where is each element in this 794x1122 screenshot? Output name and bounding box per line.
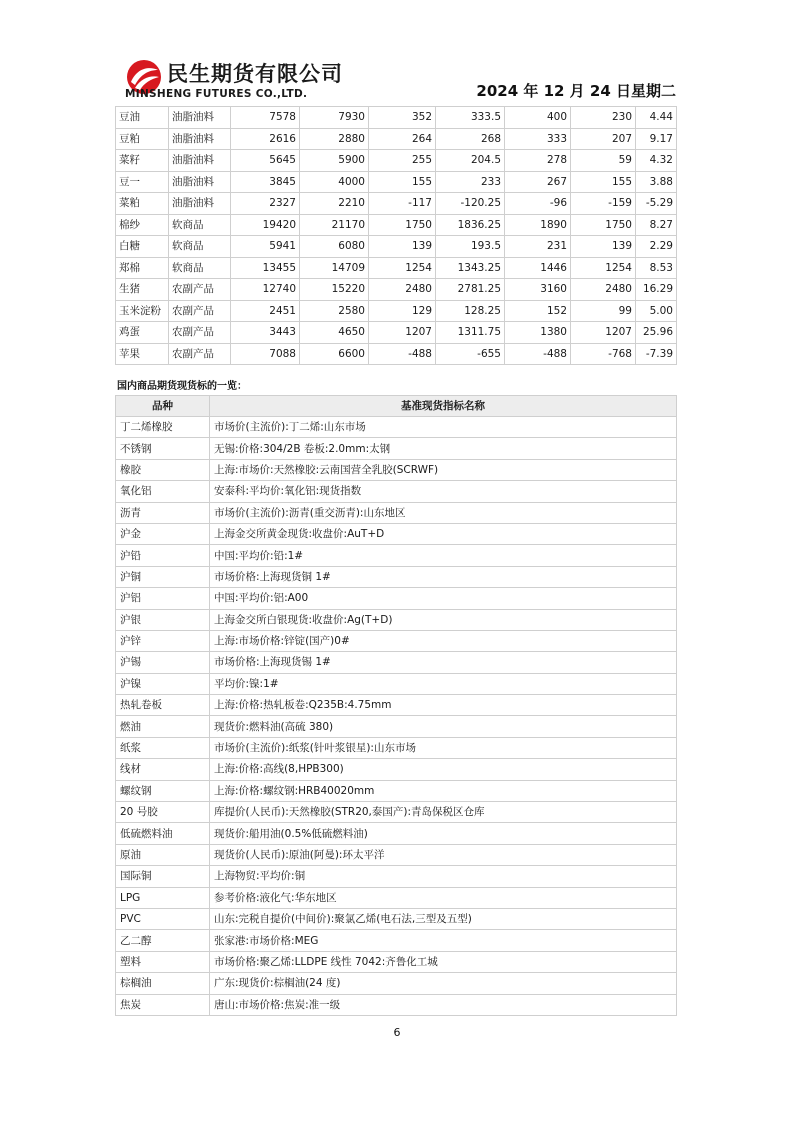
value-cell: 333 <box>505 128 571 150</box>
spot-indicator-cell: 现货价:燃料油(高硫 380) <box>210 716 677 737</box>
variety-cell: 白糖 <box>116 236 169 258</box>
value-cell: -120.25 <box>436 193 505 215</box>
table-row <box>116 695 677 716</box>
value-cell: 25.96 <box>636 322 677 344</box>
variety-cell: 棉纱 <box>116 214 169 236</box>
value-cell: 1343.25 <box>436 257 505 279</box>
table-row <box>116 481 677 502</box>
spot-table-body <box>116 417 677 1016</box>
value-cell: 8.27 <box>636 214 677 236</box>
value-cell: 14709 <box>300 257 369 279</box>
table-row <box>116 459 677 480</box>
table-row <box>116 171 677 193</box>
category-cell: 软商品 <box>169 214 231 236</box>
page-number: 6 <box>393 1026 401 1039</box>
spot-indicator-cell: 广东:现货价:棕榈油(24 度) <box>210 973 677 994</box>
value-cell: -488 <box>505 343 571 365</box>
value-cell: 2880 <box>300 128 369 150</box>
spot-indicator-cell: 现货价(人民币):原油(阿曼):环太平洋 <box>210 844 677 865</box>
table-row <box>116 588 677 609</box>
table-row <box>116 780 677 801</box>
table-row <box>116 193 677 215</box>
spot-indicator-cell: 上海:市场价格:锌锭(国产)0# <box>210 630 677 651</box>
spot-indicator-cell: 市场价(主流价):纸浆(针叶浆银星):山东市场 <box>210 737 677 758</box>
table-row <box>116 759 677 780</box>
spot-indicator-cell: 上海金交所白银现货:收盘价:Ag(T+D) <box>210 609 677 630</box>
value-cell: -96 <box>505 193 571 215</box>
category-cell: 油脂油料 <box>169 150 231 172</box>
value-cell: 2.29 <box>636 236 677 258</box>
spot-indicator-cell: 上海:价格:热轧板卷:Q235B:4.75mm <box>210 695 677 716</box>
value-cell: 207 <box>571 128 636 150</box>
table-row <box>116 438 677 459</box>
value-cell: -117 <box>369 193 436 215</box>
value-cell: 1207 <box>369 322 436 344</box>
value-cell: 2480 <box>369 279 436 301</box>
table-row <box>116 343 677 365</box>
variety-cell: 沪银 <box>116 609 210 630</box>
table-row <box>116 673 677 694</box>
spot-indicator-cell: 上海:价格:高线(8,HPB300) <box>210 759 677 780</box>
variety-cell: 菜籽 <box>116 150 169 172</box>
table-row <box>116 279 677 301</box>
value-cell: 19420 <box>231 214 300 236</box>
value-cell: 231 <box>505 236 571 258</box>
table-row <box>116 545 677 566</box>
spot-indicator-cell: 张家港:市场价格:MEG <box>210 930 677 951</box>
spot-section-caption: 国内商品期货现货标的一览： <box>117 381 247 392</box>
table-row <box>116 502 677 523</box>
variety-cell: 沪锡 <box>116 652 210 673</box>
company-logo <box>125 56 365 100</box>
spot-table-header-row <box>116 396 677 417</box>
spot-indicator-cell: 市场价格:上海现货锡 1# <box>210 652 677 673</box>
variety-cell: 热轧卷板 <box>116 695 210 716</box>
variety-cell: 豆一 <box>116 171 169 193</box>
value-cell: 2580 <box>300 300 369 322</box>
header-spot-indicator: 基准现货指标名称 <box>210 396 677 417</box>
spot-indicator-cell: 参考价格:液化气:华东地区 <box>210 887 677 908</box>
variety-cell: 沪金 <box>116 523 210 544</box>
value-cell: 4.32 <box>636 150 677 172</box>
value-cell: 4650 <box>300 322 369 344</box>
table-row <box>116 844 677 865</box>
value-cell: 1890 <box>505 214 571 236</box>
variety-cell: 纸浆 <box>116 737 210 758</box>
value-cell: 4.44 <box>636 107 677 129</box>
value-cell: 7930 <box>300 107 369 129</box>
value-cell: 6080 <box>300 236 369 258</box>
table-row <box>116 716 677 737</box>
value-cell: 3443 <box>231 322 300 344</box>
variety-cell: 沪铜 <box>116 566 210 587</box>
spot-indicator-cell: 唐山:市场价格:焦炭:准一级 <box>210 994 677 1015</box>
value-cell: 3845 <box>231 171 300 193</box>
variety-cell: 沪铅 <box>116 545 210 566</box>
report-date: 2024 年 12 月 24 日星期二 <box>476 82 676 100</box>
value-cell: 139 <box>369 236 436 258</box>
table-row <box>116 566 677 587</box>
spread-table <box>115 106 677 365</box>
variety-cell: 玉米淀粉 <box>116 300 169 322</box>
value-cell: 5.00 <box>636 300 677 322</box>
value-cell: 1750 <box>571 214 636 236</box>
variety-cell: PVC <box>116 908 210 929</box>
value-cell: 233 <box>436 171 505 193</box>
spot-indicator-cell: 市场价格:聚乙烯:LLDPE 线性 7042:齐鲁化工城 <box>210 951 677 972</box>
value-cell: 3160 <box>505 279 571 301</box>
value-cell: 155 <box>369 171 436 193</box>
category-cell: 油脂油料 <box>169 193 231 215</box>
spot-table <box>115 395 677 1016</box>
spot-indicator-cell: 现货价:船用油(0.5%低硫燃料油) <box>210 823 677 844</box>
value-cell: 59 <box>571 150 636 172</box>
variety-cell: 国际铜 <box>116 866 210 887</box>
table-row <box>116 652 677 673</box>
value-cell: 264 <box>369 128 436 150</box>
category-cell: 油脂油料 <box>169 171 231 193</box>
value-cell: 5900 <box>300 150 369 172</box>
table-row <box>116 257 677 279</box>
value-cell: 2451 <box>231 300 300 322</box>
value-cell: 400 <box>505 107 571 129</box>
category-cell: 油脂油料 <box>169 107 231 129</box>
variety-cell: 氧化铝 <box>116 481 210 502</box>
spot-indicator-cell: 市场价(主流价):沥青(重交沥青):山东地区 <box>210 502 677 523</box>
spot-indicator-cell: 中国:平均价:铅:1# <box>210 545 677 566</box>
value-cell: 255 <box>369 150 436 172</box>
value-cell: 12740 <box>231 279 300 301</box>
spot-indicator-cell: 库提价(人民币):天然橡胶(STR20,泰国产):青岛保税区仓库 <box>210 802 677 823</box>
table-row <box>116 150 677 172</box>
value-cell: 7578 <box>231 107 300 129</box>
variety-cell: 橡胶 <box>116 459 210 480</box>
value-cell: 129 <box>369 300 436 322</box>
table-row <box>116 737 677 758</box>
table-row <box>116 128 677 150</box>
value-cell: 1207 <box>571 322 636 344</box>
value-cell: 1446 <box>505 257 571 279</box>
spot-indicator-cell: 中国:平均价:铝:A00 <box>210 588 677 609</box>
value-cell: 139 <box>571 236 636 258</box>
variety-cell: 原油 <box>116 844 210 865</box>
page-header <box>117 52 676 104</box>
spot-indicator-cell: 上海:价格:螺纹钢:HRB40020mm <box>210 780 677 801</box>
value-cell: -655 <box>436 343 505 365</box>
value-cell: 1311.75 <box>436 322 505 344</box>
spot-indicator-cell: 上海物贸:平均价:铜 <box>210 866 677 887</box>
variety-cell: 生猪 <box>116 279 169 301</box>
table-row <box>116 973 677 994</box>
variety-cell: 20 号胶 <box>116 802 210 823</box>
variety-cell: 螺纹钢 <box>116 780 210 801</box>
value-cell: 5645 <box>231 150 300 172</box>
value-cell: 1380 <box>505 322 571 344</box>
variety-cell: 沪锌 <box>116 630 210 651</box>
table-row <box>116 417 677 438</box>
table-row <box>116 630 677 651</box>
table-row <box>116 930 677 951</box>
value-cell: 1836.25 <box>436 214 505 236</box>
company-name-en: MINSHENG FUTURES CO.,LTD. <box>125 88 308 100</box>
table-row <box>116 908 677 929</box>
company-name-cn: 民生期货有限公司 <box>167 62 343 86</box>
variety-cell: 线材 <box>116 759 210 780</box>
table-row <box>116 300 677 322</box>
variety-cell: 焦炭 <box>116 994 210 1015</box>
table-row <box>116 236 677 258</box>
spot-indicator-cell: 无锡:价格:304/2B 卷板:2.0mm:太钢 <box>210 438 677 459</box>
spot-indicator-cell: 上海:市场价:天然橡胶:云南国营全乳胶(SCRWF) <box>210 459 677 480</box>
value-cell: 2480 <box>571 279 636 301</box>
header-variety: 品种 <box>116 396 210 417</box>
table-row <box>116 866 677 887</box>
value-cell: -159 <box>571 193 636 215</box>
table-row <box>116 322 677 344</box>
value-cell: 5941 <box>231 236 300 258</box>
value-cell: 333.5 <box>436 107 505 129</box>
variety-cell: 豆粕 <box>116 128 169 150</box>
value-cell: 152 <box>505 300 571 322</box>
table-row <box>116 994 677 1015</box>
table-row <box>116 107 677 129</box>
variety-cell: 棕榈油 <box>116 973 210 994</box>
value-cell: 21170 <box>300 214 369 236</box>
table-row <box>116 523 677 544</box>
category-cell: 软商品 <box>169 257 231 279</box>
spot-indicator-cell: 安泰科:平均价:氧化铝:现货指数 <box>210 481 677 502</box>
variety-cell: 菜粕 <box>116 193 169 215</box>
variety-cell: 沪镍 <box>116 673 210 694</box>
value-cell: 2210 <box>300 193 369 215</box>
value-cell: 8.53 <box>636 257 677 279</box>
table-row <box>116 823 677 844</box>
variety-cell: 沥青 <box>116 502 210 523</box>
spot-indicator-cell: 上海金交所黄金现货:收盘价:AuT+D <box>210 523 677 544</box>
category-cell: 农副产品 <box>169 322 231 344</box>
variety-cell: 低硫燃料油 <box>116 823 210 844</box>
category-cell: 农副产品 <box>169 279 231 301</box>
variety-cell: 燃油 <box>116 716 210 737</box>
value-cell: 2616 <box>231 128 300 150</box>
value-cell: 204.5 <box>436 150 505 172</box>
value-cell: 16.29 <box>636 279 677 301</box>
category-cell: 农副产品 <box>169 343 231 365</box>
value-cell: 267 <box>505 171 571 193</box>
value-cell: -5.29 <box>636 193 677 215</box>
value-cell: 1750 <box>369 214 436 236</box>
value-cell: 4000 <box>300 171 369 193</box>
value-cell: 352 <box>369 107 436 129</box>
variety-cell: 丁二烯橡胶 <box>116 417 210 438</box>
value-cell: 268 <box>436 128 505 150</box>
value-cell: 1254 <box>369 257 436 279</box>
variety-cell: 苹果 <box>116 343 169 365</box>
value-cell: 2327 <box>231 193 300 215</box>
value-cell: 15220 <box>300 279 369 301</box>
value-cell: 7088 <box>231 343 300 365</box>
variety-cell: 乙二醇 <box>116 930 210 951</box>
table-row <box>116 214 677 236</box>
value-cell: 6600 <box>300 343 369 365</box>
variety-cell: 鸡蛋 <box>116 322 169 344</box>
variety-cell: 塑料 <box>116 951 210 972</box>
value-cell: -488 <box>369 343 436 365</box>
value-cell: 13455 <box>231 257 300 279</box>
table-row <box>116 609 677 630</box>
variety-cell: 郑棉 <box>116 257 169 279</box>
table-row <box>116 951 677 972</box>
value-cell: -7.39 <box>636 343 677 365</box>
spread-table-body <box>116 107 677 365</box>
variety-cell: LPG <box>116 887 210 908</box>
value-cell: 9.17 <box>636 128 677 150</box>
spot-indicator-cell: 山东:完税自提价(中间价):聚氯乙烯(电石法,三型及五型) <box>210 908 677 929</box>
value-cell: 128.25 <box>436 300 505 322</box>
category-cell: 农副产品 <box>169 300 231 322</box>
value-cell: 2781.25 <box>436 279 505 301</box>
variety-cell: 不锈钢 <box>116 438 210 459</box>
value-cell: 1254 <box>571 257 636 279</box>
variety-cell: 沪铝 <box>116 588 210 609</box>
value-cell: -768 <box>571 343 636 365</box>
value-cell: 99 <box>571 300 636 322</box>
table-row <box>116 887 677 908</box>
value-cell: 155 <box>571 171 636 193</box>
category-cell: 油脂油料 <box>169 128 231 150</box>
variety-cell: 豆油 <box>116 107 169 129</box>
table-row <box>116 802 677 823</box>
value-cell: 230 <box>571 107 636 129</box>
spot-indicator-cell: 市场价格:上海现货铜 1# <box>210 566 677 587</box>
spot-indicator-cell: 市场价(主流价):丁二烯:山东市场 <box>210 417 677 438</box>
spot-indicator-cell: 平均价:镍:1# <box>210 673 677 694</box>
value-cell: 3.88 <box>636 171 677 193</box>
category-cell: 软商品 <box>169 236 231 258</box>
value-cell: 193.5 <box>436 236 505 258</box>
value-cell: 278 <box>505 150 571 172</box>
